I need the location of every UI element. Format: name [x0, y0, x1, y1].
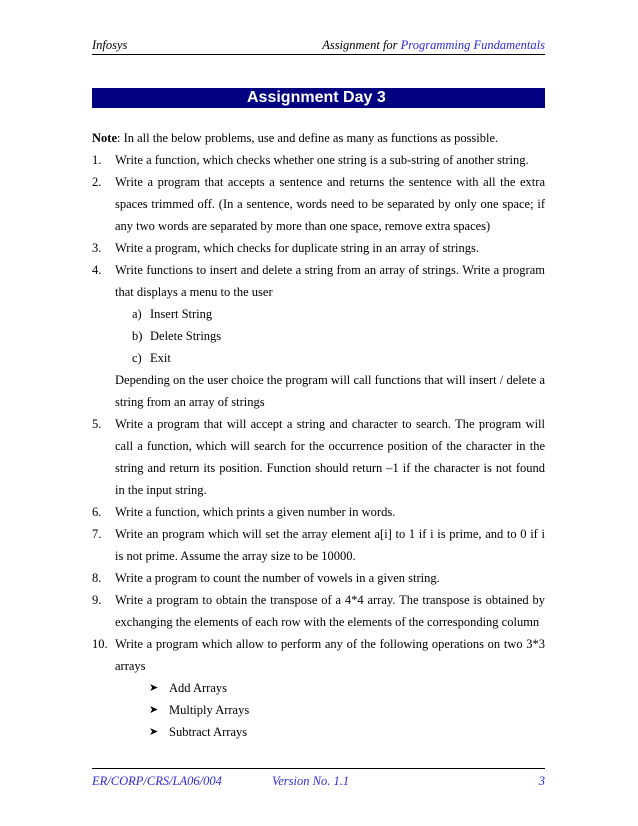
header-company: Infosys — [92, 38, 128, 52]
item-number: 7. — [92, 527, 102, 541]
menu-option — [92, 303, 545, 325]
menu-option-label: b) — [132, 329, 143, 343]
item-number: 1. — [92, 153, 102, 167]
item-number: 9. — [92, 593, 102, 607]
list-item — [92, 523, 545, 567]
header-assignment — [322, 38, 545, 53]
page-header — [92, 36, 545, 55]
operation-item — [92, 677, 545, 699]
operation-item — [92, 721, 545, 743]
page-title: Assignment Day 3 — [247, 89, 386, 106]
list-item — [92, 149, 545, 171]
list-item — [92, 567, 545, 589]
menu-option-label: a) — [132, 307, 142, 321]
assignment-content — [92, 127, 545, 743]
menu-option-label: c) — [132, 351, 142, 365]
list-item — [92, 501, 545, 523]
list-item — [92, 633, 545, 677]
item-text: Write a program, which checks for duplicate string in an array of strings. — [115, 241, 479, 255]
list-item — [92, 171, 545, 237]
note-label: Note — [92, 131, 117, 145]
footer-doc-code: ER/CORP/CRS/LA06/004 — [92, 774, 222, 788]
item-text: Write a program which allow to perform any of the following operations on two 3*3 arrays — [115, 637, 545, 673]
item-number: 3. — [92, 241, 102, 255]
item-text: Write an program which will set the array element a[i] to 1 if i is prime, and to 0 if i is not prime. Assume the array size to be 10000. — [115, 527, 545, 563]
item-text: Write a program to obtain the transpose of a 4*4 array. The transpose is obtained by exchanging the elements of each row with the elements of the corresponding column — [115, 593, 545, 629]
list-item — [92, 259, 545, 303]
menu-option-text: Insert String — [150, 307, 213, 321]
item-number: 2. — [92, 175, 102, 189]
item-text: Write a function, which checks whether one string is a sub-string of another string. — [115, 153, 529, 167]
menu-option — [92, 325, 545, 347]
arrow-bullet-icon: ➤ — [149, 704, 159, 716]
list-item — [92, 237, 545, 259]
item-4-continuation: Depending on the user choice the program will call functions that will insert / delete a string from an array of strings — [115, 373, 545, 409]
page-footer — [92, 768, 545, 791]
arrow-bullet-icon: ➤ — [149, 682, 159, 694]
operation-text: Multiply Arrays — [169, 703, 250, 717]
list-item — [92, 589, 545, 633]
footer-version: Version No. 1.1 — [272, 774, 350, 788]
item-number: 4. — [92, 263, 102, 277]
header-prefix: Assignment for — [322, 38, 401, 52]
item-number: 5. — [92, 417, 102, 431]
title-bar — [92, 88, 545, 108]
operation-item — [92, 699, 545, 721]
item-text: Write a function, which prints a given number in words. — [115, 505, 396, 519]
item-number: 10. — [92, 637, 108, 651]
header-course: Programming Fundamentals — [400, 38, 545, 52]
note-text: : In all the below problems, use and define as many as functions as possible. — [117, 131, 499, 145]
list-item — [92, 413, 545, 501]
item-text: Write a program that will accept a string and character to search. The program will call a function, which will search for the occurrence position of the character in the string and return its position. Function should return –1 if the character is not found in the input string. — [115, 417, 545, 497]
arrow-bullet-icon: ➤ — [149, 726, 159, 738]
menu-option — [92, 347, 545, 369]
item-number: 8. — [92, 571, 102, 585]
operation-text: Add Arrays — [169, 681, 227, 695]
footer-page-number: 3 — [538, 774, 545, 788]
item-number: 6. — [92, 505, 102, 519]
item-text: Write a program to count the number of vowels in a given string. — [115, 571, 440, 585]
item-text: Write a program that accepts a sentence and returns the sentence with all the extra spaces trimmed off. (In a sentence, words need to be separated by only one space; if any two words are separated by more than one space, remove extra spaces) — [115, 175, 545, 233]
menu-option-text: Delete Strings — [150, 329, 222, 343]
note — [92, 127, 545, 149]
operation-text: Subtract Arrays — [169, 725, 248, 739]
menu-option-text: Exit — [150, 351, 171, 365]
item-text: Write functions to insert and delete a string from an array of strings. Write a program that displays a menu to the user — [115, 263, 545, 299]
